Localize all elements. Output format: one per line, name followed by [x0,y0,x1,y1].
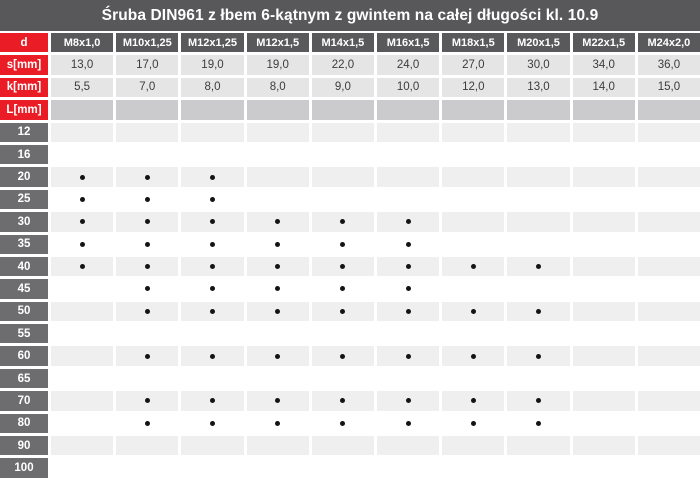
availability-cell [181,257,243,276]
availability-cell [442,391,504,410]
availability-dot [210,421,215,426]
availability-cell [638,346,700,365]
availability-cell [181,167,243,186]
length-row-label: 55 [0,324,48,343]
k-value-cell: 15,0 [638,78,700,97]
availability-cell [442,257,504,276]
availability-cell [638,167,700,186]
availability-cell [312,369,374,388]
length-header-cell [51,100,113,119]
s-value-cell: 13,0 [51,55,113,74]
availability-dot [406,398,411,403]
availability-cell [51,346,113,365]
availability-dot [210,197,215,202]
length-header-label: L[mm] [0,100,48,119]
availability-cell [507,257,569,276]
availability-dot [340,398,345,403]
availability-cell [507,324,569,343]
availability-cell [51,167,113,186]
availability-cell [51,123,113,142]
availability-cell [638,257,700,276]
availability-cell [181,414,243,433]
column-header: M10x1,25 [116,33,178,52]
availability-cell [377,235,439,254]
availability-cell [116,190,178,209]
availability-dot [406,264,411,269]
availability-dot [340,309,345,314]
availability-dot [340,286,345,291]
availability-cell [507,235,569,254]
length-row-label: 50 [0,302,48,321]
availability-cell [51,369,113,388]
availability-cell [116,212,178,231]
length-header-cell [116,100,178,119]
availability-dot [340,421,345,426]
length-header-cell [247,100,309,119]
availability-cell [312,235,374,254]
availability-cell [181,324,243,343]
availability-cell [181,302,243,321]
availability-cell [116,346,178,365]
availability-cell [442,190,504,209]
availability-cell [507,167,569,186]
availability-cell [573,279,635,298]
availability-dot [275,354,280,359]
availability-dot [536,354,541,359]
availability-cell [638,458,700,477]
availability-dot [145,242,150,247]
availability-cell [377,190,439,209]
availability-cell [181,369,243,388]
availability-cell [638,123,700,142]
length-row-label: 80 [0,414,48,433]
s-row-label: s[mm] [0,55,48,74]
availability-cell [442,235,504,254]
availability-cell [442,145,504,164]
availability-cell [442,346,504,365]
availability-cell [116,235,178,254]
s-value-cell: 19,0 [247,55,309,74]
availability-cell [247,190,309,209]
k-value-cell: 8,0 [181,78,243,97]
s-value-cell: 19,0 [181,55,243,74]
availability-cell [442,414,504,433]
availability-cell [638,369,700,388]
availability-cell [312,212,374,231]
k-value-cell: 10,0 [377,78,439,97]
availability-cell [573,190,635,209]
availability-cell [312,257,374,276]
k-value-cell: 9,0 [312,78,374,97]
availability-cell [247,302,309,321]
availability-dot [275,309,280,314]
availability-dot [145,264,150,269]
availability-cell [638,436,700,455]
availability-cell [116,436,178,455]
availability-cell [507,436,569,455]
availability-cell [573,346,635,365]
availability-dot [275,242,280,247]
availability-dot [210,264,215,269]
availability-cell [442,212,504,231]
availability-cell [116,279,178,298]
length-row-label: 20 [0,167,48,186]
availability-cell [507,458,569,477]
column-header: M12x1,5 [247,33,309,52]
availability-dot [145,219,150,224]
availability-cell [247,436,309,455]
availability-cell [442,279,504,298]
availability-dot [145,421,150,426]
spec-table [0,33,700,478]
availability-cell [377,414,439,433]
s-value-cell: 36,0 [638,55,700,74]
availability-dot [145,175,150,180]
length-row-label: 60 [0,346,48,365]
availability-cell [247,235,309,254]
availability-dot [210,175,215,180]
page-title: Śruba DIN961 z łbem 6-kątnym z gwintem na całej długości kl. 10.9 [0,0,700,31]
availability-cell [181,235,243,254]
availability-cell [377,212,439,231]
availability-dot [340,354,345,359]
availability-cell [442,436,504,455]
availability-cell [116,391,178,410]
availability-cell [116,324,178,343]
availability-cell [377,279,439,298]
availability-cell [181,458,243,477]
availability-dot [406,219,411,224]
k-value-cell: 5,5 [51,78,113,97]
availability-cell [377,145,439,164]
length-row-label: 40 [0,257,48,276]
column-header: M24x2,0 [638,33,700,52]
s-value-cell: 24,0 [377,55,439,74]
length-row-label: 35 [0,235,48,254]
length-row-label: 25 [0,190,48,209]
availability-cell [247,414,309,433]
availability-cell [247,145,309,164]
length-header-cell [638,100,700,119]
availability-dot [340,219,345,224]
k-value-cell: 8,0 [247,78,309,97]
availability-dot [471,398,476,403]
availability-cell [573,458,635,477]
availability-cell [377,167,439,186]
availability-cell [247,167,309,186]
availability-cell [442,458,504,477]
availability-cell [247,369,309,388]
availability-cell [181,279,243,298]
availability-dot [145,309,150,314]
availability-dot [275,286,280,291]
column-header: M20x1,5 [507,33,569,52]
availability-dot [145,286,150,291]
column-header: M14x1,5 [312,33,374,52]
availability-cell [247,279,309,298]
availability-cell [247,123,309,142]
availability-cell [312,458,374,477]
availability-dot [471,421,476,426]
availability-cell [247,257,309,276]
availability-cell [573,145,635,164]
s-value-cell: 27,0 [442,55,504,74]
availability-cell [507,414,569,433]
length-row-label: 90 [0,436,48,455]
length-row-label: 12 [0,123,48,142]
length-row-label: 30 [0,212,48,231]
availability-cell [116,458,178,477]
column-header: M8x1,0 [51,33,113,52]
availability-cell [51,257,113,276]
availability-dot [145,197,150,202]
availability-cell [312,436,374,455]
availability-cell [377,458,439,477]
availability-dot [275,219,280,224]
availability-cell [638,302,700,321]
availability-cell [51,436,113,455]
availability-cell [312,145,374,164]
availability-cell [638,324,700,343]
availability-cell [312,302,374,321]
k-value-cell: 12,0 [442,78,504,97]
availability-cell [312,346,374,365]
availability-cell [638,279,700,298]
availability-dot [210,286,215,291]
availability-cell [377,369,439,388]
length-header-cell [181,100,243,119]
availability-cell [312,123,374,142]
availability-cell [116,145,178,164]
availability-cell [377,257,439,276]
availability-cell [181,190,243,209]
availability-cell [247,458,309,477]
length-header-cell [573,100,635,119]
availability-cell [181,436,243,455]
availability-cell [507,346,569,365]
availability-dot [145,398,150,403]
availability-cell [181,212,243,231]
availability-cell [573,123,635,142]
availability-cell [638,145,700,164]
availability-cell [638,391,700,410]
column-header: M12x1,25 [181,33,243,52]
s-value-cell: 34,0 [573,55,635,74]
availability-cell [377,436,439,455]
availability-dot [210,354,215,359]
availability-dot [536,421,541,426]
availability-cell [51,324,113,343]
availability-dot [406,286,411,291]
availability-cell [442,167,504,186]
availability-cell [377,302,439,321]
availability-cell [51,458,113,477]
availability-cell [247,324,309,343]
availability-cell [442,369,504,388]
availability-dot [210,398,215,403]
length-row-label: 65 [0,369,48,388]
availability-cell [573,391,635,410]
column-header: M18x1,5 [442,33,504,52]
availability-dot [80,197,85,202]
availability-cell [181,123,243,142]
availability-dot [536,264,541,269]
availability-dot [406,242,411,247]
availability-dot [275,398,280,403]
availability-cell [377,324,439,343]
availability-dot [471,354,476,359]
availability-cell [573,436,635,455]
availability-cell [573,212,635,231]
availability-dot [536,398,541,403]
availability-cell [442,123,504,142]
availability-dot [145,354,150,359]
availability-cell [638,190,700,209]
availability-cell [116,123,178,142]
availability-dot [406,354,411,359]
availability-cell [573,414,635,433]
availability-cell [116,257,178,276]
availability-cell [573,324,635,343]
availability-dot [80,264,85,269]
availability-cell [638,235,700,254]
availability-cell [638,414,700,433]
diameter-header-label: d [0,33,48,52]
availability-dot [210,242,215,247]
availability-cell [507,190,569,209]
column-header: M22x1,5 [573,33,635,52]
length-row-label: 45 [0,279,48,298]
availability-dot [210,219,215,224]
availability-cell [573,369,635,388]
s-value-cell: 30,0 [507,55,569,74]
availability-dot [80,219,85,224]
availability-cell [507,212,569,231]
length-header-cell [377,100,439,119]
availability-dot [340,242,345,247]
availability-cell [442,302,504,321]
availability-dot [80,175,85,180]
availability-dot [275,421,280,426]
availability-cell [247,212,309,231]
availability-cell [507,302,569,321]
availability-cell [51,190,113,209]
availability-cell [377,123,439,142]
availability-cell [116,302,178,321]
availability-cell [638,212,700,231]
availability-cell [247,346,309,365]
availability-cell [377,346,439,365]
availability-dot [340,264,345,269]
availability-dot [406,309,411,314]
availability-cell [507,145,569,164]
length-row-label: 16 [0,145,48,164]
column-header: M16x1,5 [377,33,439,52]
availability-dot [275,264,280,269]
availability-cell [181,346,243,365]
availability-cell [573,302,635,321]
availability-cell [507,369,569,388]
availability-dot [471,309,476,314]
availability-cell [312,391,374,410]
availability-cell [312,324,374,343]
availability-cell [51,145,113,164]
availability-cell [247,391,309,410]
k-row-label: k[mm] [0,78,48,97]
availability-cell [51,279,113,298]
availability-cell [181,391,243,410]
availability-cell [573,167,635,186]
s-value-cell: 17,0 [116,55,178,74]
availability-cell [51,414,113,433]
availability-cell [181,145,243,164]
length-header-cell [507,100,569,119]
availability-dot [536,309,541,314]
s-value-cell: 22,0 [312,55,374,74]
availability-dot [210,309,215,314]
availability-cell [312,279,374,298]
availability-cell [507,391,569,410]
availability-cell [507,279,569,298]
availability-cell [312,167,374,186]
k-value-cell: 7,0 [116,78,178,97]
availability-cell [507,123,569,142]
availability-dot [471,264,476,269]
availability-cell [573,235,635,254]
availability-cell [312,414,374,433]
length-header-cell [442,100,504,119]
availability-cell [116,167,178,186]
availability-cell [442,324,504,343]
availability-cell [51,235,113,254]
availability-dot [406,421,411,426]
length-header-cell [312,100,374,119]
availability-cell [51,391,113,410]
availability-cell [312,190,374,209]
availability-cell [51,212,113,231]
length-row-label: 100 [0,458,48,477]
k-value-cell: 13,0 [507,78,569,97]
length-row-label: 70 [0,391,48,410]
availability-dot [80,242,85,247]
availability-cell [51,302,113,321]
k-value-cell: 14,0 [573,78,635,97]
availability-cell [116,369,178,388]
availability-cell [377,391,439,410]
availability-cell [573,257,635,276]
availability-cell [116,414,178,433]
